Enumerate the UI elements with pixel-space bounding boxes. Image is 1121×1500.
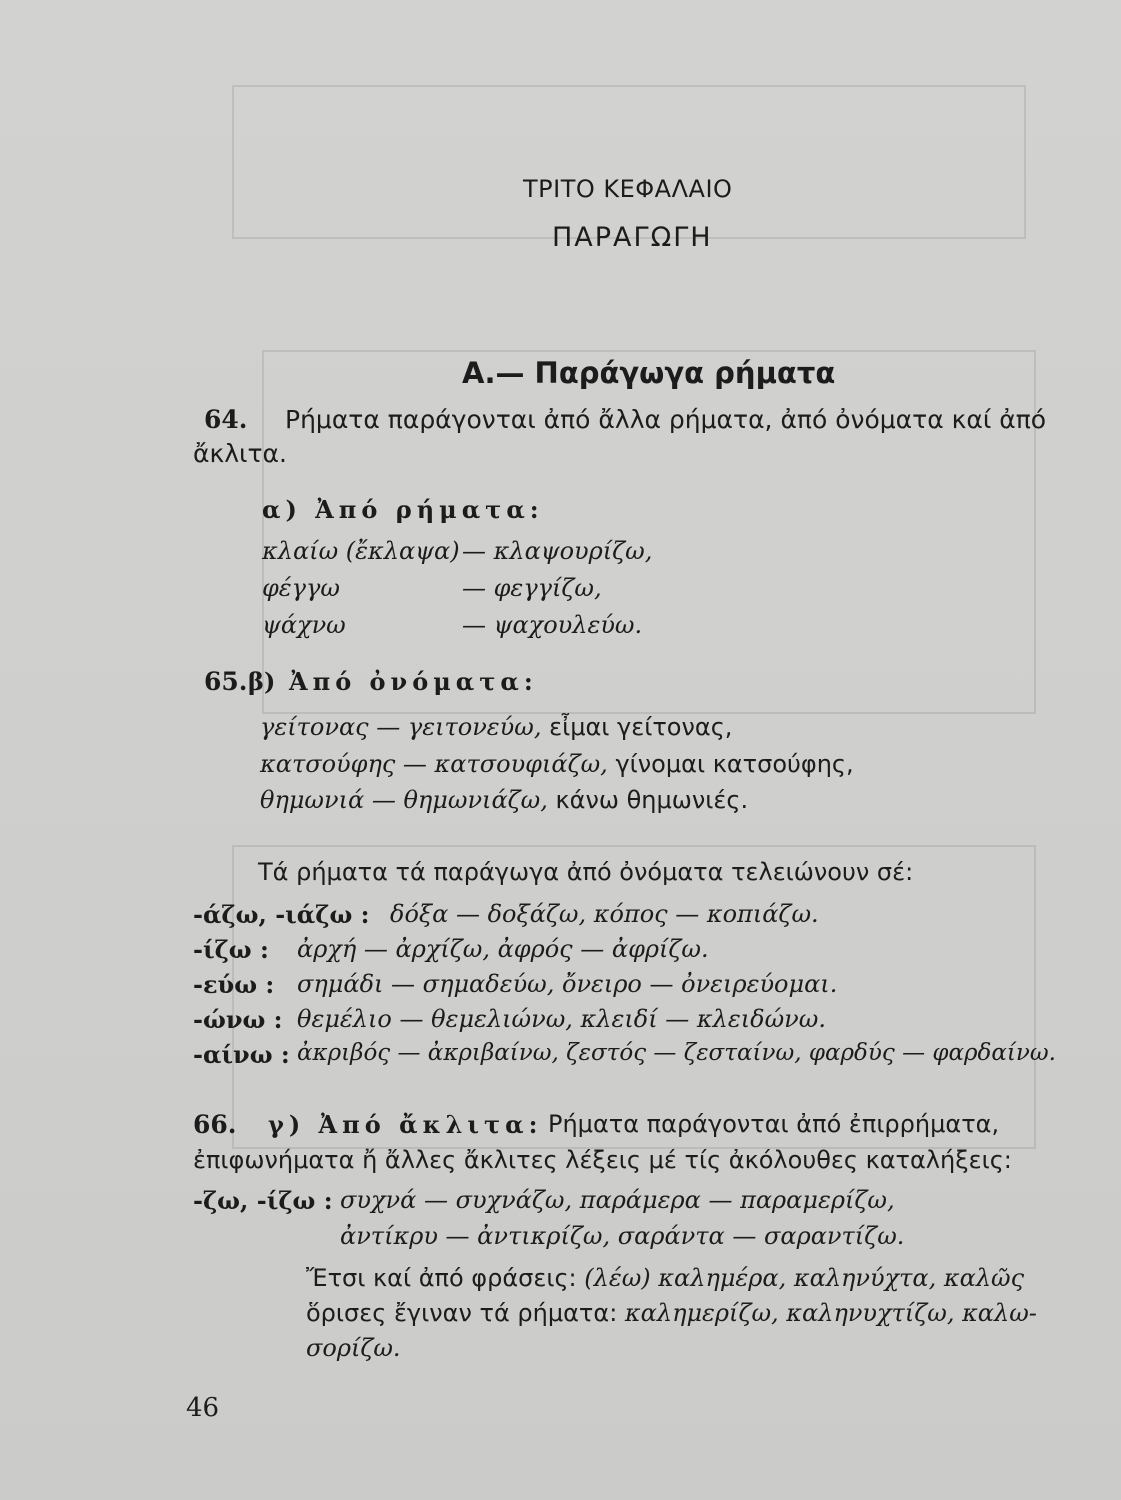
phrases-line: [306, 1299, 1037, 1327]
chapter-title: ΠΑΡΑΓΩΓΗ: [552, 222, 713, 253]
ending-example: συχνά — συχνάζω, παράμερα — παραμερίζω,: [340, 1186, 895, 1214]
ending-suffix: -άζω, -ιάζω :: [193, 900, 370, 929]
paragraph-number: 64.: [204, 405, 248, 434]
paragraph-text: Ρήματα παράγονται ἀπό ἐπιρρήματα,: [548, 1110, 1000, 1138]
ending-example: σημάδι — σημαδεύω, ὄνειρο — ὀνειρεύομαι.: [297, 970, 838, 998]
section-heading: Α.— Παράγωγα ρήματα: [462, 356, 836, 390]
example-plain: εἶμαι γείτονας,: [541, 713, 733, 741]
example-line: [260, 786, 748, 814]
ending-suffix: -εύω :: [193, 970, 275, 999]
bleed-through-box: [232, 85, 1026, 239]
phrases-text: ἔγιναν τά ρήματα:: [386, 1299, 625, 1327]
ending-example: ἀρχή — ἀρχίζω, ἀφρός — ἀφρίζω.: [297, 935, 709, 963]
ending-suffix: -ζω, -ίζω :: [193, 1186, 333, 1215]
example-right: — κλαψουρίζω,: [462, 537, 653, 565]
subsection-prefix: β): [248, 667, 276, 696]
ending-example: ἀκριβός — ἀκριβαίνω, ζεστός — ζεσταίνω, φαρδύς — φαρδαίνω.: [297, 1040, 1056, 1066]
subsection-label: Ἀπό ὀνόματα:: [289, 667, 538, 696]
example-left: ψάχνω: [262, 611, 346, 639]
ending-example: θεμέλιο — θεμελιώνω, κλειδί — κλειδώνω.: [297, 1005, 826, 1033]
chapter-label: ΤΡΙΤΟ ΚΕΦΑΛΑΙΟ: [523, 175, 733, 203]
paragraph-text: ἄκλιτα.: [193, 439, 287, 468]
ending-suffix: -ώνω :: [193, 1005, 283, 1034]
example-italic: κατσούφης — κατσουφιάζω,: [260, 750, 608, 778]
example-line: [260, 750, 854, 778]
example-left: κλαίω (ἔκλαψα): [262, 537, 460, 565]
example-italic: θημωνιά — θημωνιάζω,: [260, 786, 548, 814]
subsection-label: α) Ἀπό ρήματα:: [262, 495, 544, 524]
example-italic: γείτονας — γειτονεύω,: [260, 713, 542, 741]
example-plain: γίνομαι κατσούφης,: [607, 750, 854, 778]
paragraph-number: 66.: [193, 1110, 237, 1139]
ending-example: ἀντίκρυ — ἀντικρίζω, σαράντα — σαραντίζω.: [340, 1222, 905, 1250]
endings-intro: Τά ρήματα τά παράγωγα ἀπό ὀνόματα τελειώνουν σέ:: [258, 858, 914, 886]
paragraph-text: ἐπιφωνήματα ἤ ἄλλες ἄκλιτες λέξεις μέ τίς ἀκόλουθες καταλήξεις:: [193, 1146, 1012, 1174]
example-right: — ψαχουλεύω.: [462, 611, 643, 639]
phrases-text: Ἔτσι καί ἀπό φράσεις:: [306, 1264, 585, 1292]
phrases-line: [306, 1264, 1024, 1292]
page-number: 46: [186, 1393, 220, 1423]
paragraph-text: Ρήματα παράγονται ἀπό ἄλλα ρήματα, ἀπό ὀνόματα καί ἀπό: [285, 405, 1047, 434]
ending-suffix: -αίνω :: [193, 1040, 290, 1069]
example-plain: κάνω θημωνιές.: [547, 786, 749, 814]
example-left: φέγγω: [262, 574, 340, 602]
phrases-italic: (λέω) καλημέρα, καληνύχτα, καλῶς: [584, 1264, 1025, 1292]
phrases-italic: καλημερίζω, καληνυχτίζω, καλω-: [624, 1299, 1037, 1327]
ending-suffix: -ίζω :: [193, 935, 269, 964]
phrases-italic: σορίζω.: [306, 1334, 401, 1362]
paragraph-number: 65.: [204, 667, 248, 696]
example-line: [260, 713, 732, 741]
example-right: — φεγγίζω,: [462, 574, 602, 602]
subsection-label: γ) Ἀπό ἄκλιτα:: [268, 1110, 543, 1139]
phrases-text: ὅρισες: [306, 1299, 387, 1327]
ending-example: δόξα — δοξάζω, κόπος — κοπιάζω.: [390, 900, 819, 928]
